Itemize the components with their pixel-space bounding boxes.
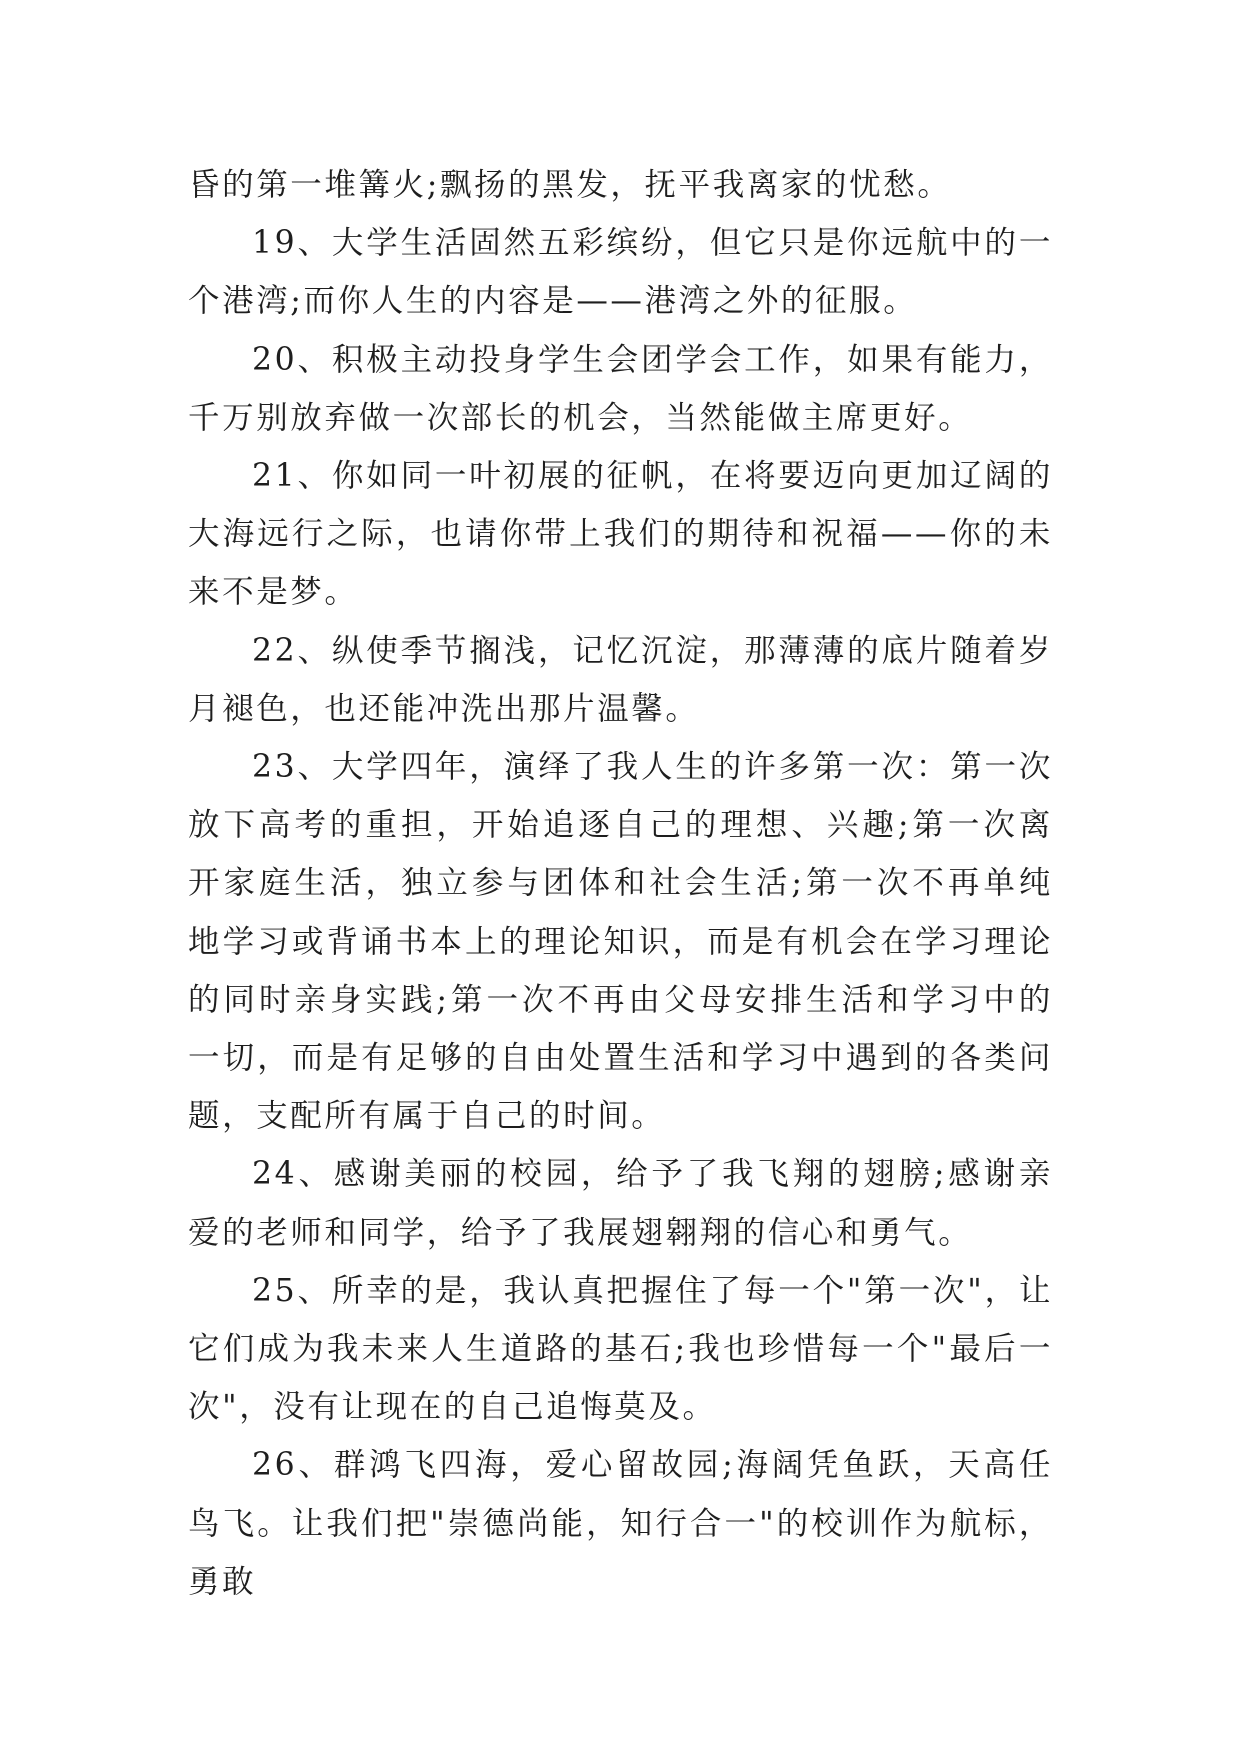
paragraph-item-20: 20、积极主动投身学生会团学会工作，如果有能力，千万别放弃做一次部长的机会，当然能做主席更好。: [188, 341, 1053, 436]
paragraph-item-21: 21、你如同一叶初展的征帆，在将要迈向更加辽阔的大海远行之际，也请你带上我们的期待和祝福——你的未来不是梦。: [188, 458, 1053, 611]
paragraph-item-19: 19、大学生活固然五彩缤纷，但它只是你远航中的一个港湾;而你人生的内容是——港湾之外的征服。: [188, 225, 1053, 320]
paragraph-item-26: 26、群鸿飞四海，爱心留故园;海阔凭鱼跃，天高任鸟飞。让我们把"崇德尚能，知行合一"的校训作为航标，勇敢: [188, 1447, 1053, 1600]
paragraph-item-25: 25、所幸的是，我认真把握住了每一个"第一次"，让它们成为我未来人生道路的基石;我也珍惜每一个"最后一次"，没有让现在的自己追悔莫及。: [188, 1272, 1053, 1426]
paragraph-item-24: 24、感谢美丽的校园，给予了我飞翔的翅膀;感谢亲爱的老师和同学，给予了我展翅翱翔的信心和勇气。: [188, 1156, 1053, 1251]
document-body: [188, 156, 1053, 1611]
paragraph-continuation: 昏的第一堆篝火;飘扬的黑发，抚平我离家的忧愁。: [188, 167, 952, 203]
paragraph-item-23: 23、大学四年，演绎了我人生的许多第一次：第一次放下高考的重担，开始追逐自己的理想、兴趣;第一次离开家庭生活，独立参与团体和社会生活;第一次不再单纯地学习或背诵书本上的理论知识，而是有机会在学习理论的同时亲身实践;第一次不再由父母安排生活和学习中的一切，而是有足够的自由处置生活和学习中遇到的各类问题，支配所有属于自己的时间。: [188, 749, 1053, 1135]
paragraph-item-22: 22、纵使季节搁浅，记忆沉淀，那薄薄的底片随着岁月褪色，也还能冲洗出那片温馨。: [188, 632, 1053, 727]
